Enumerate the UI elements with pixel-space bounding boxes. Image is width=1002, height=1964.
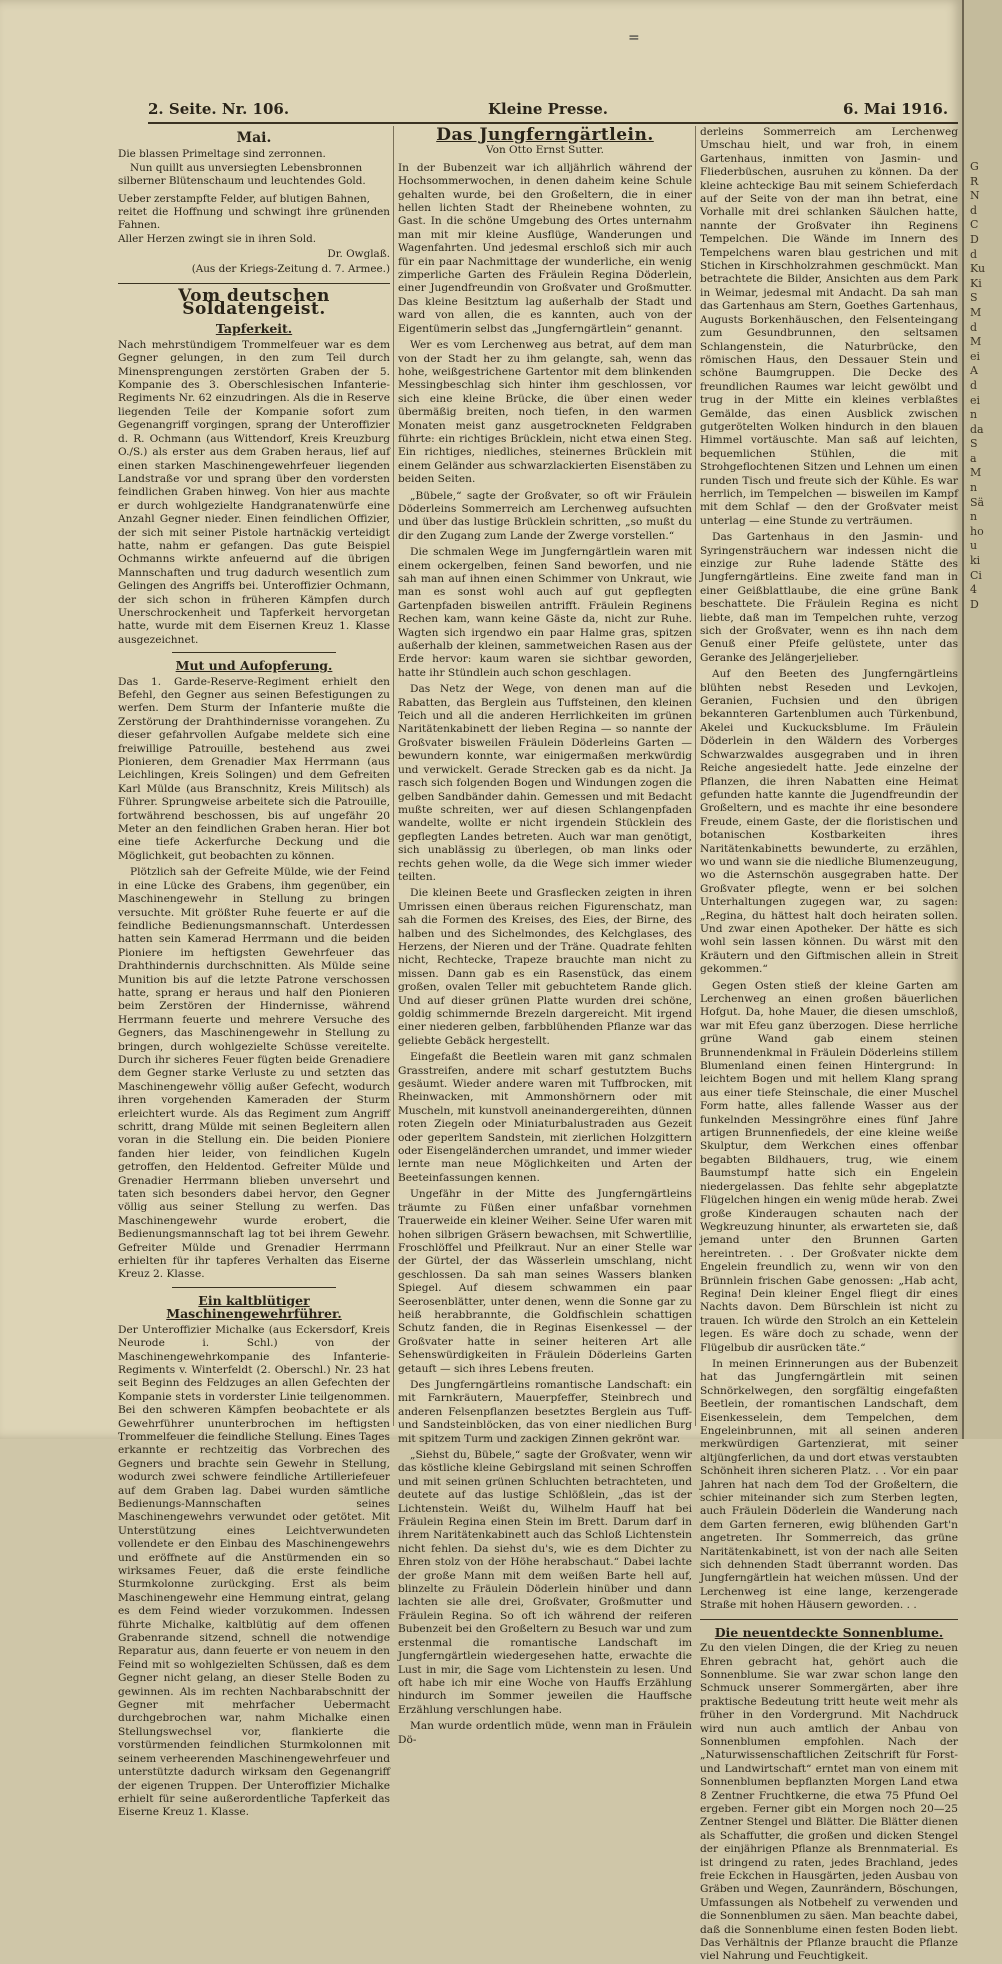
edge-fragment: M	[970, 466, 982, 480]
column-rule	[695, 126, 696, 1426]
article-title: Mut und Aufopferung.	[175, 658, 333, 674]
edge-fragment: D	[970, 597, 979, 611]
feuilleton-title: Das Jungferngärtlein.	[436, 125, 654, 145]
edge-fragment: n	[970, 510, 978, 524]
article-title: Tapferkeit.	[215, 321, 293, 337]
issue-date: 6. Mai 1916.	[843, 100, 949, 118]
edge-fragment: Ki	[970, 276, 982, 290]
edge-fragment: S	[970, 291, 978, 305]
story-paragraph: Eingefaßt die Beetlein waren mit ganz schmalen Grasstreifen, andere mit scharf gestutztem Buchs gesäumt. Wieder andere waren mit Tuffbrocken, mit Rheinwacken, mit Ammonshörnern oder mit Muscheln, mit kunstvoll aneinandergereihten, dünnen roten Ziegeln oder Miniaturbalustraden aus Gezeit oder geperltem Sandstein, mit zierlichen Holzgittern oder Eisengeländerchen umrandet, und immer wieder lernte man neue Möglichkeiten und Arten der Beeteinfassungen kennen.	[398, 1051, 692, 1184]
masthead	[148, 98, 958, 124]
article-text: Zu den vielen Dingen, die der Krieg zu neuen Ehren gebracht hat, gehört auch die Sonnenblume. Sie war zwar schon lange den Schmuck unserer Sommergärten, aber ihre praktische Bedeutung tritt heute weit mehr als früher in den Vordergrund. Mit Nachdruck wird nun auch amtlich der Anbau von Sonnenblumen empfohlen. Nach der „Naturwissenschaftlichen Zeitschrift für Forst- und Landwirtschaft“ erntet man von einem mit Sonnenblumen bepflanzten Morgen Land etwa 8 Zentner Fruchtkerne, die etwa 75 Pfund Oel ergeben. Ferner gibt ein Morgen noch 20—25 Zentner Stengel und Blätter. Die Blätter dienen als Schaffutter, die großen und dicken Stengel der einjährigen Pflanze als Brennmaterial. Es ist dringend zu raten, jedes Brachland, jedes freie Eckchen in Hausgärten, jeden Ausbau von Gräben und Wegen, Zaunrändern, Böschungen, Umfassungen als Notbehelf zu verwenden und die Sonnenblumen zu säen. Man beachte dabei, daß die Sonnenblume einen festen Boden liebt. Das Verhältnis der Pflanze braucht die Pflanze viel Nahrung und Feuchtigkeit.	[700, 1642, 958, 1963]
edge-fragment: da	[970, 422, 984, 436]
story-paragraph: Ungefähr in der Mitte des Jungferngärtleins träumte zu Füßen einer unfaßbar vornehmen Trauerweide ein kleiner Weiher. Seine Ufer waren mit hohen silbrigen Gräsern bewachsen, mit Schwertlilie, Froschlöffel und Pfeilkraut. Nur an einer Stelle war der Gürtel, der das Wässerlein umschlang, nicht geschlossen. Da sah man seines Wassers blanken Spiegel. Auf diesem schwammen ein paar Seerosenblätter, unter denen, wenn die Sonne gar zu heiß herabbrannte, die Goldfischlein schattigen Schutz fanden, die in Reginas Eisenkessel — der Großvater hatte in seiner heiteren Art alle Sehenswürdigkeiten in Fräulein Döderleins Garten getauft — sich ihres Lebens freuten.	[398, 1188, 692, 1375]
poem-author: Dr. Owglaß.	[327, 247, 390, 260]
edge-fragment: a	[970, 451, 977, 465]
edge-fragment: G	[970, 160, 979, 173]
story-paragraph: In meinen Erinnerungen aus der Bubenzeit hat das Jungferngärtlein mit seinen Schnörkelwegen, den sorgfältig eingefaßten Beetlein, der romantischen Landschaft, dem Eisenkesselein, dem Tempelchen, dem Engeleinbrunnen, mit all seinen anderen merkwürdigen Gartenzierat, mit seiner altjüngferlichen, da und dort etwas verstaubten Schönheit ihren sicheren Platz. . . Vor ein paar Jahren hat nach dem Tod der Großeltern, die schier miteinander sich zum Sterben legten, auch Fräulein Döderlein die Wanderung nach dem Garten ferneren, ewig blühenden Gart'n angetreten. Ihr Sommerreich, das grüne Naritätenkabinett, ist von der nach alle Seiten sich dehnenden Stadt überrannt worden. Das Jungferngärtlein hat weichen müssen. Und der Lerchenweg ist eine lange, kerzengerade Straße mit hohen Häusern geworden. . .	[700, 1357, 958, 1612]
edge-fragment: n	[970, 481, 978, 495]
edge-fragment: Ci	[970, 568, 982, 582]
edge-fragment: d	[970, 203, 978, 217]
edge-fragment: ei	[970, 349, 981, 363]
edge-fragment: n	[970, 408, 978, 422]
poem-line: silberner Blütenschaum und leuchtendes Gold.	[118, 174, 366, 187]
edge-fragment: d	[970, 247, 978, 261]
article-text: Der Unteroffizier Michalke (aus Eckersdorf, Kreis Neurode i. Schl.) von der Maschinengewehrkompanie des Infanterie-Regiments v. Winterfeldt (2. Oberschl.) Nr. 23 hat seit Beginn des Feldzuges an allen Gefechten der Kompanie stets in vorderster Linie teilgenommen. Bei den schweren Kämpfen beobachtete er als Gewehrführer ununterbrochen im heftigsten Trommelfeuer die feindliche Stellung. Eines Tages erkannte er rechtzeitig das Vorbrechen des Gegners und brachte sein Gewehr in Stellung, wodurch zwei schwere feindliche Artilleriefeuer auf dem Graben lag. Dabei wurden sämtliche Bedienungs-Mannschaften seines Maschinengewehrs verwundet oder getötet. Mit Unterstützung eines Leichtverwundeten vollendete er den Einbau des Maschinengewehrs und eröffnete auf die Anstürmenden ein so wirksames Feuer, daß die erste feindliche Sturmkolonne zurückging. Erst als beim Maschinengewehr eine Hemmung eintrat, gelang es dem Feind wieder vorzukommen. Indessen führte Michalke, kaltblütig auf dem offenen Grabenrande sitzend, schnell die notwendige Reparatur aus, dann feuerte er von neuem in den Feind mit so wohlgezielten Schüssen, daß es dem Gegner nicht gelang, an dieser Stelle Boden zu gewinnen. Als im rechten Nachbarabschnitt der Gegner mit mehrfacher Uebermacht durchgebrochen war, nahm Michalke einen Stellungswechsel vor, flankierte die vorstürmenden feindlichen Sturmkolonnen mit seinem verheerenden Maschinengewehrfeuer und unterstützte dadurch wirksam den Gegenangriff der eigenen Truppen. Der Unteroffizier Michalke erhielt für seine außerordentliche Tapferkeit das Eiserne Kreuz 1. Klasse.	[118, 1323, 390, 1819]
edge-fragment: u	[970, 539, 978, 553]
page-number: 2. Seite. Nr. 106.	[148, 100, 290, 118]
column-left	[118, 126, 390, 1819]
edge-fragment: D	[970, 232, 979, 246]
poem-line: Die blassen Primeltage sind zerronnen.	[118, 148, 326, 161]
story-paragraph: Das Gartenhaus in den Jasmin- und Syringensträuchern war indessen nicht die einzige zur Ruhe ladende Stätte des Jungferngärtleins. Eine zweite fand man in einer Geißblattlaube, die eine grüne Bank beschattete. Die Fräulein Regina es nicht liebte, daß man im Tempelchen ruhte, verzog sich der Großvater, wenn es ihn nach dem Genuß einer Pfeife gelüstete, unter das Geranke des Jelängerjelieber.	[700, 531, 958, 664]
story-paragraph: Die kleinen Beete und Grasflecken zeigten in ihren Umrissen einen überaus reichen Figurenschatz, man sah die Formen des Kreises, des Eies, der Birne, des halben und des Sichelmondes, des Kelchglases, des Herzens, der Nieren und der Träne. Quadrate fehlten nicht, Rechtecke, Trapeze brauchte man nicht zu missen. Dann gab es ein Rasenstück, das einem großen, ovalen Teller mit gebuchtetem Rande glich. Und auf dieser grünen Platte wurden drei schöne, goldig schimmernde Brezeln dargereicht. Mit irgend einer niederen gelben, farbblühenden Pflanze war das geliebte Gebäck hergestellt.	[398, 887, 692, 1047]
article-text: Plötzlich sah der Gefreite Mülde, wie der Feind in eine Lücke des Grabens, ihm gegenüber, ein Maschinengewehr in Stellung zu bringen versuchte. Mit größter Ruhe feuerte er auf die feindliche Bedienungsmannschaft. Unterdessen hatten sein Kamerad Herrmann und die beiden Pioniere im heftigsten Gewehrfeuer das Drahthindernis durchschnitten. Als Mülde seine Munition bis auf die letzte Patrone verschossen hatte, sprang er heraus und half den Pionieren beim Zerstören der Hindernisse, während Herrmann feuerte und mehrere Versuche des Gegners, das Maschinengewehr in Stellung zu bringen, durch wohlgezielte Schüsse vereitelte. Durch ihr sicheres Feuer fügten beide Grenadiere dem Gegner starke Verluste zu und setzten das Maschinengewehr völlig außer Gefecht, wodurch ihren vorgehenden Kameraden der Sturm erleichtert wurde. Als das Regiment zum Angriff schritt, drang Mülde mit seinen Begleitern allen voran in die Stellung ein. Die beiden Pioniere fanden hier leider, von feindlichen Kugeln getroffen, den Heldentod. Gefreiter Mülde und Grenadier Herrmann blieben unversehrt und taten sich besonders dabei hervor, den Gegner völlig aus seiner Stellung zu werfen. Das Maschinengewehr wurde erobert, die Bedienungsmannschaft lag tot bei ihrem Gewehr. Gefreiter Mülde und Grenadier Herrmann erhielten für ihr tapferes Verhalten das Eiserne Kreuz 2. Klasse.	[118, 866, 390, 1281]
page-top-mark: =	[628, 30, 640, 46]
poem-source: (Aus der Kriegs-Zeitung d. 7. Armee.)	[191, 263, 390, 276]
story-paragraph: Man wurde ordentlich müde, wenn man in Fräulein Dö-	[398, 1720, 692, 1746]
edge-fragment: d	[970, 378, 978, 392]
article-title: Die neuentdeckte Sonnenblume.	[714, 1624, 944, 1640]
edge-fragment: M	[970, 335, 982, 349]
story-paragraph: Das Netz der Wege, von denen man auf die Rabatten, das Berglein aus Tuffsteinen, den kleinen Teich und all die anderen Herrlichkeiten im grünen Naritätenkabinett der lieben Regina — so nannte der Großvater bisweilen Fräulein Döderleins Garten — bewundern konnte, war einigermaßen merkwürdig und verwickelt. Gerade Strecken gab es da nicht. Ja rasch sich folgenden Bogen und Windungen zogen die gelben Sandbänder dahin. Gemessen und mit Bedacht mußte schreiten, wer auf diesen Schlangenpfaden wandelte, wollte er nicht irgendein Stücklein des gepflegten Landes betreten. Auch war man genötigt, sich unablässig zu überlegen, ob man links oder rechts gehen wolle, da die Wege sich immer wieder teilten.	[398, 683, 692, 883]
divider	[172, 1287, 335, 1288]
edge-fragment: ki	[970, 554, 981, 568]
divider	[118, 283, 390, 284]
poem-line: Ueber zerstampfte Felder, auf blutigen Bahnen,	[118, 193, 370, 206]
edge-fragment: N	[970, 189, 980, 203]
section-title: Vom deutschen Soldatengeist.	[178, 285, 330, 320]
column-rule	[393, 126, 394, 1426]
edge-fragment: S	[970, 437, 978, 451]
story-paragraph: Die schmalen Wege im Jungferngärtlein waren mit einem ockergelben, feinen Sand beworfen, und nie sah man auf ihnen einen Schimmer von Unkraut, wie man es sonst wohl auch auf gut gepflegten Gartenpfaden bisweilen antrifft. Fräulein Reginens Rechen kam, wann keine Gäste da, nicht zur Ruhe. Wagten sich irgendwo ein paar Halme gras, spitzen außerhalb der kleinen, sammetweichen Rasen aus der Erde hervor: kaum waren sie sichtbar geworden, hatte ihr Stündlein auch schon geschlagen.	[398, 546, 692, 679]
adjacent-page-edge	[962, 0, 1002, 1439]
article-text: Nach mehrstündigem Trommelfeuer war es dem Gegner gelungen, in den zum Teil durch Minensprengungen zerstörten Graben der 5. Kompanie des 3. Oberschlesischen Infanterie-Regiments Nr. 62 einzudringen. Als die in Reserve liegenden Teile der Kompanie sofort zum Gegenangriff vorgingen, sprang der Unteroffizier d. R. Ochmann (aus Wittendorf, Kreis Kreuzburg O./S.) als erster aus dem Graben heraus, lief auf einen starken Maschinengewehrfeuer liegenden Landstraße vor und sprang über den vordersten feindlichen Graben hinweg. Von hier aus machte er durch wohlgezielte Handgranatenwürfe eine Anzahl Gegner nieder. Einen feindlichen Offizier, der sich mit seiner Pistole hartnäckig verteidigt hatte, nahm er gefangen. Das gute Beispiel Ochmanns wirkte anfeuernd auf die übrigen Mannschaften und trug dadurch wesentlich zum Gelingen des Angriffs bei. Unteroffizier Ochmann, der sich schon in früheren Kämpfen durch Unerschrockenheit und Tapferkeit hervorgetan hatte, wurde mit dem Eisernen Kreuz 1. Klasse ausgezeichnet.	[118, 338, 390, 646]
article-text: Das 1. Garde-Reserve-Regiment erhielt den Befehl, den Gegner aus seinen Befestigungen zu werfen. Dem Sturm der Infanterie mußte die Zerstörung der Drahthindernisse vorangehen. Zu dieser gefahrvollen Aufgabe meldete sich eine freiwillige Patrouille, bestehend aus zwei Pionieren, dem Grenadier Max Herrmann (aus Leichlingen, Kreis Solingen) und dem Gefreiten Karl Mülde (aus Branschnitz, Kreis Militsch) als Führer. Sprungweise arbeitete sich die Patrouille, fortwährend beschossen, bis auf ungefähr 20 Meter an den feindlichen Graben heran. Hier bot eine tiefe Ackerfurche Deckung und die Möglichkeit, gut beobachten zu können.	[118, 675, 390, 862]
edge-fragment: M	[970, 305, 982, 319]
adjacent-page-text	[970, 160, 1000, 612]
newspaper-name: Kleine Presse.	[488, 100, 609, 118]
column-right	[700, 126, 958, 1963]
story-paragraph: Des Jungferngärtleins romantische Landschaft: ein mit Farnkräutern, Mauerpfeffer, Steinbrech und anderen Felsenpflanzen besetztes Berglein aus Tuff- und Sandsteinblöcken, das von einer niedlichen Burg mit spitzem Turm und zackigen Zinnen gekrönt war.	[398, 1378, 692, 1445]
edge-fragment: ho	[970, 524, 984, 538]
edge-fragment: C	[970, 218, 979, 232]
poem-line: Aller Herzen zwingt sie in ihren Sold.	[118, 232, 317, 245]
divider	[172, 652, 335, 653]
edge-fragment: ei	[970, 393, 981, 407]
article-title: Ein kaltblütiger Maschinengewehrführer.	[166, 1292, 342, 1322]
edge-fragment: R	[970, 174, 979, 188]
story-paragraph: Wer es vom Lerchenweg aus betrat, auf dem man von der Stadt her zu ihm gelangte, sah, wenn das hohe, weißgestrichene Gartentor mit dem blinkenden Messingbeschlag sich hinter ihm geschlossen, vor sich eine kleine Brücke, die über einen weder übermäßig breiten, noch tiefen, in den warmen Monaten meist ganz ausgetrockneten Feldgraben führte: ein richtiges Brücklein, nicht etwa einen Steg. Ein richtiges, niedliches, steinernes Brücklein mit einem Geländer aus schwarzlackierten Eisenstäben zu beiden Seiten.	[398, 339, 692, 486]
story-paragraph: In der Bubenzeit war ich alljährlich während der Hochsommerwochen, in denen daheim keine Schule gehalten wurde, bei den Großeltern, die in einer hellen lichten Stadt der Rheinebene wohnten, zu Gast. In die schöne Umgebung des Ortes unternahm man mit mir kleine Ausflüge, Wanderungen und Wagenfahrten. Und jedesmal erschloß sich mir auch für ein paar Nachmittage der wunderliche, ein wenig zimperliche Garten des Fräulein Regina Döderlein, einer Jugendfreundin von Großvater und Großmutter. Das kleine Besitztum lag außerhalb der Stadt und ward von allen, die es kannten, auch von der Eigentümerin selbst das „Jungferngärtlein“ genannt.	[398, 161, 692, 335]
poem-mai	[118, 148, 390, 245]
edge-fragment: A	[970, 364, 978, 378]
story-paragraph: Gegen Osten stieß der kleine Garten am Lerchenweg an einen großen bäuerlichen Hofgut. Da, hohe Mauer, die diesen umschloß, war mit Efeu ganz überzogen. Diese herrliche grüne Wand gab einem steinen Brunnendenkmal in Fräulein Döderleins stillem Blumenland einen feinen Hintergrund: In leichtem Bogen und mit hellem Klang sprang aus einer tiefe Steinschale, die einer Muschel Form hatte, alles fallende Wasser aus der funkelnden Messingröhre eines fünf Jahre artigen Brunnenfiedels, der eine kleine weiße Skulptur, dem Werkchen eines offenbar begabten Bildhauers, trug, wie einem Baumstumpf hatte sich ein Engelein niedergelassen. Das fehlte sehr abgeplatzte Flügelchen hingen ein wenig müde herab. Zwei große Kinderaugen schauten nach der Wegkreuzung hinunter, als erwarteten sie, daß jemand unter den Brunnen Garten hereintreten. . . Der Großvater nickte dem Engelein freundlich zu, wenn wir von den Brünnlein frischen Gabe genossen: „Hab acht, Regina! Dein kleiner Engel fliegt dir eines Nachts davon. Dem Bürschlein ist nicht zu trauen. Ich würde den Strolch an ein Kettelein legen. Es wäre doch zu schade, wenn der Flügelbub dir ausrücken täte.“	[700, 979, 958, 1354]
edge-fragment: Sä	[970, 495, 985, 509]
divider	[700, 1619, 958, 1620]
poem-line: reitet die Hoffnung und schwingt ihre grünenden Fahnen.	[118, 206, 390, 232]
story-paragraph: „Bübele,“ sagte der Großvater, so oft wir Fräulein Döderleins Sommerreich am Lerchenweg aufsuchten und über das lustige Brücklein schritten, „so mußt du dir den Zugang zum Lande der Zwerge vorstellen.“	[398, 489, 692, 542]
story-paragraph: derleins Sommerreich am Lerchenweg Umschau hielt, und war froh, in einem Gartenhaus, inmitten von Jasmin- und Fliederbüschen, ausruhen zu können. Da der kleine achteckige Bau mit seinem Schieferdach auf der Seite von der man ihn betrat, eine Vorhalle mit drei schlanken Säulchen hatte, nannte der Großvater ihn Reginens Tempelchen. Die Wände im Innern des Tempelchens waren blau gestrichen und mit Stichen in Kirschholzrahmen geschmückt. Man betrachtete die Bilder, Ansichten aus dem Park in Weimar, jedesmal mit Andacht. Da sah man das Gartenhaus am Stern, Goethes Gartenhaus, Augusts Borkenhäuschen, den Felsenteingang zum Gesundbrunnen, den seltsamen Schlangenstein, die Naturbrücke, den römischen Haus, den Dessauer Stein und schöne Baumgruppen. Die Decke des freundlichen Raumes war leicht gewölbt und trug in der Mitte ein kleines verblaßtes Gemälde, das einen Ausblick zwischen gutgerötelten Wolken hindurch in den blauen Himmel vortäuschte. Man saß auf leichten, bequemlichen Stühlen, die mit Strohgeflochtenen Sitzen und Lehnen um einen runden Tisch und freute sich der Kühle. Es war herrlich, im Tempelchen — bisweilen im Kampf mit dem Schlaf — den der Großvater meist unterlag — eine Stunde zu verträumen.	[700, 126, 958, 527]
edge-fragment: d	[970, 320, 978, 334]
story-paragraph: „Siehst du, Bübele,“ sagte der Großvater, wenn wir das köstliche kleine Gebirgsland mit seinen Schroffen und mit seinen grünen Schluchten betrachteten, und deutete auf das lustige Schlößlein, „das ist der Lichtenstein. Weißt du, Wilhelm Hauff hat bei Fräulein Regina einen Stein im Brett. Darum darf in ihrem Naritätenkabinett auch das Schloß Lichtenstein nicht fehlen. Da siehst du's, wie es dem Dichter zu Ehren stolz von der Höhe herabschaut.“ Dabei lachte der große Mann mit dem weißen Barte hell auf, blinzelte zu Fräulein Döderlein hinüber und dann lachten sie alle drei, Großvater, Großmutter und Fräulein Regina. So oft ich während der reiferen Bubenzeit bei den Großeltern zu Besuch war und zum erstenmal die romantische Landschaft im Jungferngärtlein wiedergesehen hatte, erwachte die Lust in mir, die Sage vom Lichtenstein zu lesen. Und oft habe ich mir eine Woche von Hauffs Erzählung hindurch im Sommer jeweilen die Hauffsche Erzählung verschlungen habe.	[398, 1449, 692, 1716]
edge-fragment: Ku	[970, 262, 986, 276]
poem-title: Mai.	[236, 130, 272, 146]
poem-line: Nun quillt aus unversiegten Lebensbronnen	[130, 161, 363, 174]
byline: Von Otto Ernst Sutter.	[486, 144, 604, 157]
edge-fragment: 4	[970, 583, 977, 597]
story-paragraph: Auf den Beeten des Jungferngärtleins blühten nebst Reseden und Levkojen, Geranien, Fuchsien und den übrigen bekannteren Gartenblumen auch Türkenbund, Akelei und Kuckucksblume. Im Fräulein Döderlein in den Wäldern des Vorberges Schwarzwaldes ausgegraben und in ihren Reiche angesiedelt hatte. Jede einzelne der Pflanzen, die ihren Nabatten eine Heimat gefunden hatte kannte die Jugendfreundin der Großeltern, und es machte ihr eine besondere Freude, einem Gaste, der die floristischen und botanischen Kostbarkeiten ihres Naritätenkabinetts bewunderte, zu erzählen, wo und wann sie die niedliche Blumenzeugung, wo die Asternschön ausgegraben hatte. Der Großvater pflegte, wenn er bei solchen Unterhaltungen zugegen war, zu sagen: „Regina, du hättest halt doch heiraten sollen. Und zwar einen Apotheker. Der hätte es sich wohl sein lassen können. Du wärst mit den Kräutern und den Giftmischen allein in Streit gekommen.“	[700, 668, 958, 976]
column-middle	[398, 125, 692, 1746]
